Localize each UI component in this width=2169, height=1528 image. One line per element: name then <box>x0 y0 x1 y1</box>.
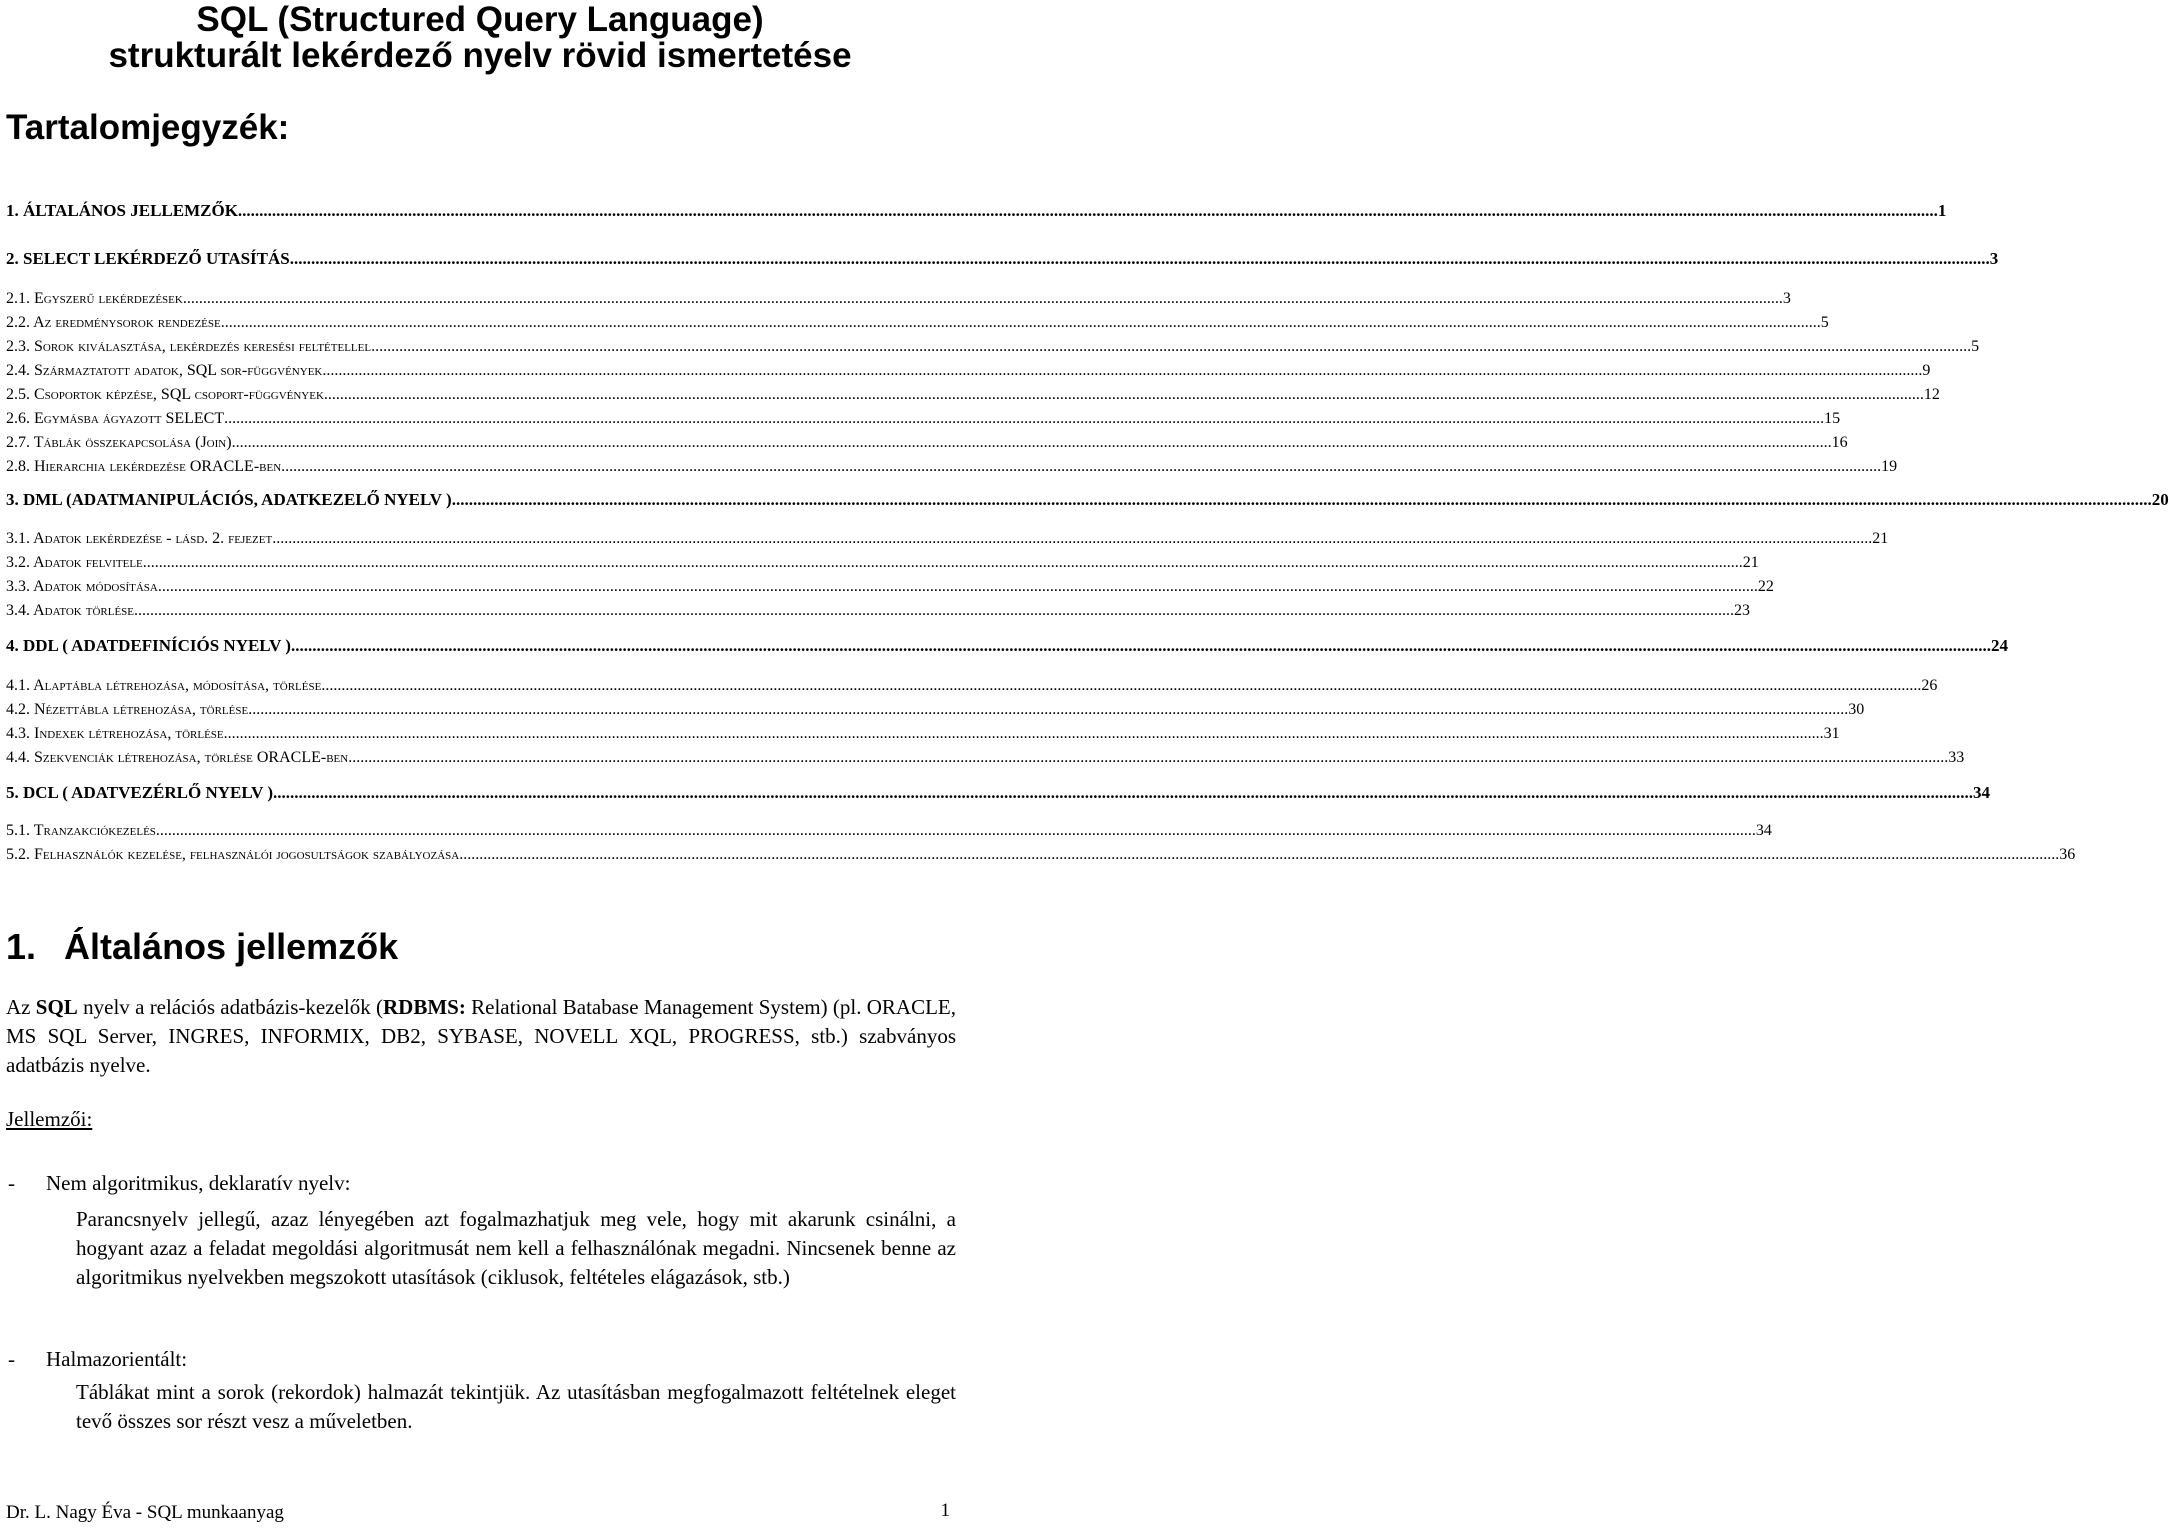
toc-entry-2-6[interactable]: 2.6. Egymásba ágyazott SELECT ................................................................................................................................................................................................................................................................................................................................................................................................................ 15 <box>6 410 1841 427</box>
toc-entry-3-3[interactable]: 3.3. Adatok módosítása ................................................................................................................................................................................................................................................................................................................................................................................................................ 22 <box>6 578 1774 595</box>
document-title-line-1: SQL (Structured Query Language) <box>196 0 764 39</box>
toc-page: 5 <box>1820 314 1829 331</box>
toc-entry-2-8[interactable]: 2.8. Hierarchia lekérdezése ORACLE-ben ................................................................................................................................................................................................................................................................................................................................................................................................................ 19 <box>6 458 1898 475</box>
toc-entry-2-2[interactable]: 2.2. Az eredménysorok rendezése ................................................................................................................................................................................................................................................................................................................................................................................................................ 5 <box>6 314 1829 331</box>
toc-page: 19 <box>1881 458 1898 475</box>
sql-term: SQL <box>35 995 78 1019</box>
toc-label: 2.8. Hierarchia lekérdezése ORACLE-ben <box>6 458 282 475</box>
toc-page: 5 <box>1971 338 1980 355</box>
toc-page: 36 <box>2059 846 2076 863</box>
toc-entry-5[interactable]: 5. DCL ( ADATVEZÉRLŐ NYELV ) ................................................................................................................................................................................................................................................................................................................................................................................................................ 34 <box>6 783 1991 802</box>
toc-label: 4.2. Nézettábla létrehozása, törlése <box>6 701 249 718</box>
toc-page: 34 <box>1755 822 1772 839</box>
toc-page: 3 <box>1989 249 1999 268</box>
toc-page: 34 <box>1973 783 1991 802</box>
toc-page: 26 <box>1921 677 1938 694</box>
section-number: 1. <box>6 926 37 967</box>
document-title-line-2: strukturált lekérdező nyelv rövid ismertetése <box>108 36 852 75</box>
toc-entry-2-7[interactable]: 2.7. Táblák összekapcsolása (Join) ................................................................................................................................................................................................................................................................................................................................................................................................................ 16 <box>6 434 1848 451</box>
footer-page-number: 1 <box>940 1500 950 1521</box>
toc-entry-4-2[interactable]: 4.2. Nézettábla létrehozása, törlése ................................................................................................................................................................................................................................................................................................................................................................................................................ 30 <box>6 701 1865 718</box>
toc-label: 2.1. Egyszerű lekérdezések <box>6 290 183 307</box>
toc-heading: Tartalomjegyzék: <box>6 108 290 147</box>
toc-entry-3-2[interactable]: 3.2. Adatok felvitele ................................................................................................................................................................................................................................................................................................................................................................................................................ 21 <box>6 554 1759 571</box>
bullet-set-oriented <box>8 1347 187 1372</box>
toc-entry-3-4[interactable]: 3.4. Adatok törlése ................................................................................................................................................................................................................................................................................................................................................................................................................ 23 <box>6 602 1751 619</box>
bullet-dash: - <box>8 1171 15 1195</box>
toc-label: 3.1. Adatok lekérdezése - lásd. 2. fejezet <box>6 530 273 547</box>
toc-label: 5. DCL ( ADATVEZÉRLŐ NYELV ) <box>6 783 274 802</box>
intro-paragraph: Az SQL nyelv a relációs adatbázis-kezelők (RDBMS: Relational Batabase Management System) (pl. ORACLE, MS SQL Server, INGRES, INFORMIX, DB2, SYBASE, NOVELL XQL, PROGRESS, stb.) szabványos adatbázis nyelve. <box>6 995 957 1077</box>
toc-page: 24 <box>1990 636 2008 655</box>
toc-label: 4.1. Alaptábla létrehozása, módosítása, törlése <box>6 677 322 694</box>
toc-entry-4-3[interactable]: 4.3. Indexek létrehozása, törlése ................................................................................................................................................................................................................................................................................................................................................................................................................ 31 <box>6 725 1840 742</box>
toc-entry-3-1[interactable]: 3.1. Adatok lekérdezése - lásd. 2. fejezet ................................................................................................................................................................................................................................................................................................................................................................................................................ 21 <box>6 530 1889 547</box>
toc-page: 20 <box>2151 490 2169 509</box>
toc-entry-2-3[interactable]: 2.3. Sorok kiválasztása, lekérdezés keresési feltétellel ................................................................................................................................................................................................................................................................................................................................................................................................................ 5 <box>6 338 1980 355</box>
toc-entry-4[interactable]: 4. DDL ( ADATDEFINÍCIÓS NYELV ) ................................................................................................................................................................................................................................................................................................................................................................................................................ 24 <box>6 636 2008 655</box>
toc-page: 15 <box>1824 410 1841 427</box>
toc-label: 3.3. Adatok módosítása <box>6 578 158 595</box>
features-heading: Jellemzői: <box>6 1107 93 1131</box>
toc-page: 23 <box>1734 602 1751 619</box>
footer-author: Dr. L. Nagy Éva - SQL munkaanyag <box>6 1502 284 1523</box>
toc-page: 30 <box>1848 701 1865 718</box>
toc-page: 33 <box>1948 749 1965 766</box>
section-heading <box>6 926 398 968</box>
bullet-declarative-text: Parancsnyelv jellegű, azaz lényegében azt fogalmazhatjuk meg vele, hogy mit akarunk csinálni, a hogyant azaz a feladat megoldási algoritmusát nem kell a felhasználónak megadni. Nincsenek benne az algoritmikus nyelvekben megszokott utasítások (ciklusok, feltételes elágazások, stb.) <box>76 1207 956 1289</box>
toc-page: 9 <box>1922 362 1931 379</box>
bullet-declarative <box>8 1171 350 1196</box>
toc-page: 31 <box>1823 725 1840 742</box>
bullet-dash: - <box>8 1347 15 1371</box>
toc-entry-4-4[interactable]: 4.4. Szekvenciák létrehozása, törlése ORACLE-ben ................................................................................................................................................................................................................................................................................................................................................................................................................ 33 <box>6 749 1965 766</box>
toc-label: 5.2. Felhasználók kezelése, felhasználói jogosultságok szabályozása <box>6 846 460 863</box>
toc-label: 2.6. Egymásba ágyazott SELECT <box>6 410 225 427</box>
toc-page: 12 <box>1923 386 1940 403</box>
toc-label: 3. DML (ADATMANIPULÁCIÓS, ADATKEZELŐ NYELV ) <box>6 490 452 509</box>
toc-label: 4.4. Szekvenciák létrehozása, törlése ORACLE-ben <box>6 749 349 766</box>
toc-label: 2. SELECT LEKÉRDEZŐ UTASÍTÁS <box>6 249 290 268</box>
toc-label: 2.7. Táblák összekapcsolása (Join) <box>6 434 232 451</box>
toc-page: 21 <box>1742 554 1759 571</box>
bullet-title: Nem algoritmikus, deklaratív nyelv: <box>46 1171 351 1195</box>
toc-label: 2.4. Származtatott adatok, SQL sor-függvények <box>6 362 323 379</box>
toc-label: 1. ÁLTALÁNOS JELLEMZŐK <box>6 201 238 220</box>
toc-label: 2.3. Sorok kiválasztása, lekérdezés keresési feltétellel <box>6 338 372 355</box>
toc-entry-2[interactable]: 2. SELECT LEKÉRDEZŐ UTASÍTÁS ................................................................................................................................................................................................................................................................................................................................................................................................................ 3 <box>6 249 1999 268</box>
toc-entry-2-4[interactable]: 2.4. Származtatott adatok, SQL sor-függvények ................................................................................................................................................................................................................................................................................................................................................................................................................ 9 <box>6 362 1931 379</box>
bullet-title: Halmazorientált: <box>46 1347 188 1371</box>
toc-label: 2.5. Csoportok képzése, SQL csoport-függvények <box>6 386 324 403</box>
toc-page: 21 <box>1872 530 1889 547</box>
toc-page: 3 <box>1782 290 1791 307</box>
toc-entry-2-5[interactable]: 2.5. Csoportok képzése, SQL csoport-függvények ................................................................................................................................................................................................................................................................................................................................................................................................................ 12 <box>6 386 1940 403</box>
rdbms-term: RDBMS: <box>383 995 466 1019</box>
toc-entry-5-2[interactable]: 5.2. Felhasználók kezelése, felhasználói jogosultságok szabályozása ................................................................................................................................................................................................................................................................................................................................................................................................................ 36 <box>6 846 2076 863</box>
toc-entry-1[interactable]: 1. ÁLTALÁNOS JELLEMZŐK ................................................................................................................................................................................................................................................................................................................................................................................................................ 1 <box>6 201 1947 220</box>
toc-label: 5.1. Tranzakciókezelés <box>6 822 156 839</box>
toc-page: 22 <box>1757 578 1774 595</box>
toc-label: 2.2. Az eredménysorok rendezése <box>6 314 221 331</box>
toc-entry-5-1[interactable]: 5.1. Tranzakciókezelés ................................................................................................................................................................................................................................................................................................................................................................................................................ 34 <box>6 822 1772 839</box>
toc-entry-2-1[interactable]: 2.1. Egyszerű lekérdezések ................................................................................................................................................................................................................................................................................................................................................................................................................ 3 <box>6 290 1791 307</box>
toc-entry-4-1[interactable]: 4.1. Alaptábla létrehozása, módosítása, törlése ................................................................................................................................................................................................................................................................................................................................................................................................................ 26 <box>6 677 1938 694</box>
toc-label: 4.3. Indexek létrehozása, törlése <box>6 725 224 742</box>
toc-label: 3.4. Adatok törlése <box>6 602 135 619</box>
section-title: Általános jellemzők <box>64 926 399 967</box>
toc-label: 4. DDL ( ADATDEFINÍCIÓS NYELV ) <box>6 636 291 655</box>
toc-page: 1 <box>1937 201 1947 220</box>
toc-page: 16 <box>1831 434 1848 451</box>
bullet-set-oriented-text: Táblákat mint a sorok (rekordok) halmazát tekintjük. Az utasításban megfogalmazott feltételnek eleget tevő összes sor részt vesz a műveletben. <box>76 1380 956 1433</box>
toc-label: 3.2. Adatok felvitele <box>6 554 143 571</box>
toc-entry-3[interactable]: 3. DML (ADATMANIPULÁCIÓS, ADATKEZELŐ NYELV ) ................................................................................................................................................................................................................................................................................................................................................................................................................ 20 <box>6 490 2169 509</box>
